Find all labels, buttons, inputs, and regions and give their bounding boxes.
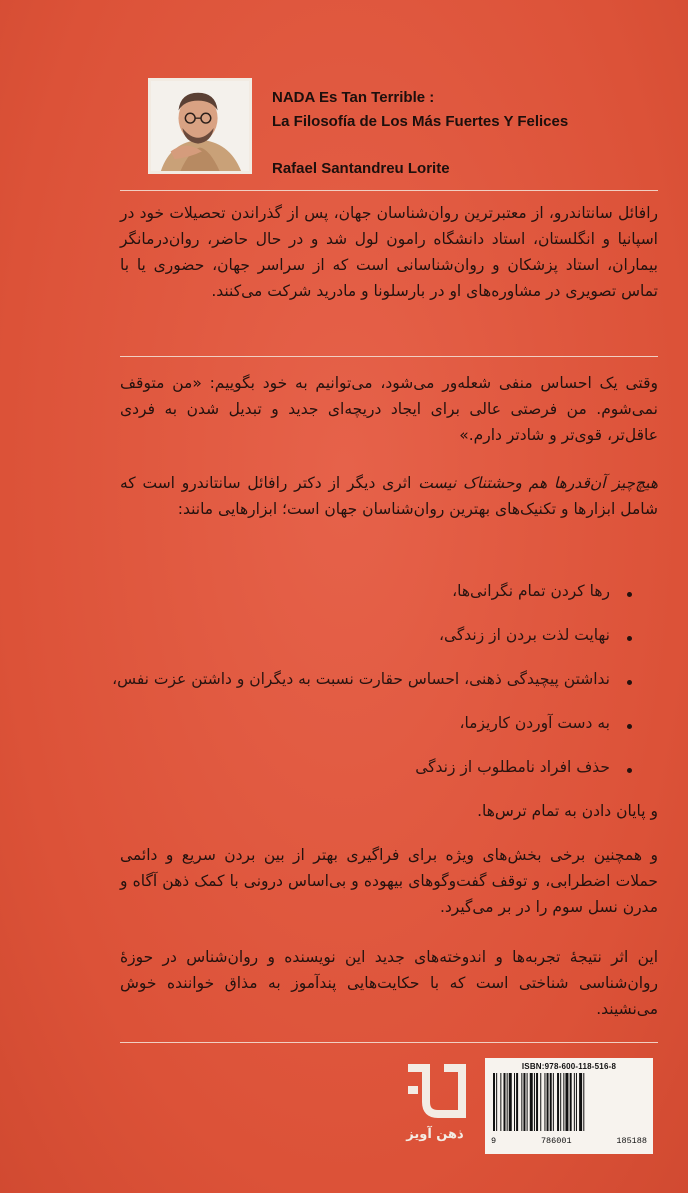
barcode-digits-mid: 786001 bbox=[540, 1136, 572, 1146]
intro-book-title: هیچ‌چیز آن‌قدرها هم وحشتناک نیست bbox=[418, 474, 658, 492]
extra-text: و همچنین برخی بخش‌های ویژه برای فراگیری بهتر از بین بردن سریع و دائمی حملات اضطرابی، و توقف گفت‌وگوهای بیهوده و بی‌اساس درونی با کمک ذهن آگاه و مدرن نسل سوم را در بر می‌گیرد. bbox=[120, 846, 658, 916]
publisher-name: ذهن آویز bbox=[406, 1127, 464, 1142]
list-item-text: رها کردن تمام نگرانی‌ها، bbox=[452, 582, 610, 600]
title-block bbox=[272, 86, 652, 134]
book-title-line-2: La Filosofía de Los Más Fuertes Y Felices bbox=[272, 113, 569, 130]
barcode-bars-icon bbox=[491, 1073, 647, 1131]
extra-paragraph bbox=[120, 842, 658, 920]
book-title-line-1: NADA Es Tan Terrible : bbox=[272, 89, 435, 106]
list-item bbox=[120, 706, 658, 750]
intro-text: اثری دیگر از دکتر رافائل سانتاندرو است که شامل ابزارها و تکنیک‌های بهترین روان‌شناسان جهان است؛ ابزارهایی مانند: bbox=[120, 474, 658, 518]
divider-middle bbox=[120, 356, 658, 357]
quote-paragraph bbox=[120, 370, 658, 448]
bio-paragraph bbox=[120, 200, 658, 304]
list-item-text: به دست آوردن کاریزما، bbox=[459, 714, 610, 732]
list-item-text: نهایت لذت بردن از زندگی، bbox=[438, 626, 610, 644]
publisher-logo bbox=[404, 1062, 466, 1146]
bullet-dot-icon bbox=[627, 636, 632, 641]
barcode-digits-right: 185188 bbox=[616, 1136, 647, 1146]
list-item bbox=[112, 662, 658, 706]
intro-paragraph bbox=[120, 470, 658, 522]
list-item bbox=[120, 618, 658, 662]
bullet-dot-icon bbox=[627, 724, 632, 729]
barcode-digit-left: 9 bbox=[491, 1136, 497, 1146]
bullet-dot-icon bbox=[627, 680, 632, 685]
bullet-dot-icon bbox=[627, 768, 632, 773]
list-item bbox=[120, 574, 658, 618]
divider-bottom bbox=[120, 1042, 658, 1043]
closing-line bbox=[120, 798, 658, 824]
author-photo bbox=[148, 78, 252, 174]
final-text: این اثر نتیجهٔ تجربه‌ها و اندوخته‌های جدید این نویسنده و روان‌شناس در حوزهٔ روان‌شناسی شناختی است که با حکایت‌هایی پندآموز به مذاق خواننده خوش می‌نشیند. bbox=[120, 948, 658, 1018]
barcode-digits bbox=[491, 1136, 647, 1146]
bullet-dot-icon bbox=[627, 592, 632, 597]
quote-text: وقتی یک احساس منفی شعله‌ور می‌شود، می‌توانیم به خود بگوییم: «من متوقف نمی‌شوم. من فرصتی عالی برای ایجاد دریچه‌ای جدید و تبدیل شدن به فردی عاقل‌تر، قوی‌تر و شادتر دارم.» bbox=[120, 374, 658, 444]
list-item-text: حذف افراد نامطلوب از زندگی bbox=[415, 758, 610, 776]
list-item bbox=[120, 750, 658, 794]
author-name: Rafael Santandreu Lorite bbox=[272, 160, 450, 177]
bio-text: رافائل سانتاندرو، از معتبرترین روان‌شناسان جهان، پس از گذراندن تحصیلات خود در اسپانیا و انگلستان، استاد دانشگاه رامون لول شد و در حال حاضر، روان‌درمانگر بیماران، استاد پزشکان و روان‌شناسانی است که از سراسر جهان، حضوری یا با تماس تصویری در مشاوره‌های او در بارسلونا و مادرید شرکت می‌کنند. bbox=[120, 204, 658, 300]
barcode-label bbox=[485, 1058, 653, 1154]
closing-line-text: و پایان دادن به تمام ترس‌ها. bbox=[477, 802, 658, 820]
divider-top bbox=[120, 190, 658, 191]
feature-list bbox=[112, 574, 658, 794]
list-item-text: نداشتن پیچیدگی ذهنی، احساس حقارت نسبت به دیگران و داشتن عزت نفس، bbox=[112, 670, 610, 688]
final-paragraph bbox=[120, 944, 658, 1022]
isbn-text: ISBN:978-600-118-516-8 bbox=[521, 1062, 617, 1071]
